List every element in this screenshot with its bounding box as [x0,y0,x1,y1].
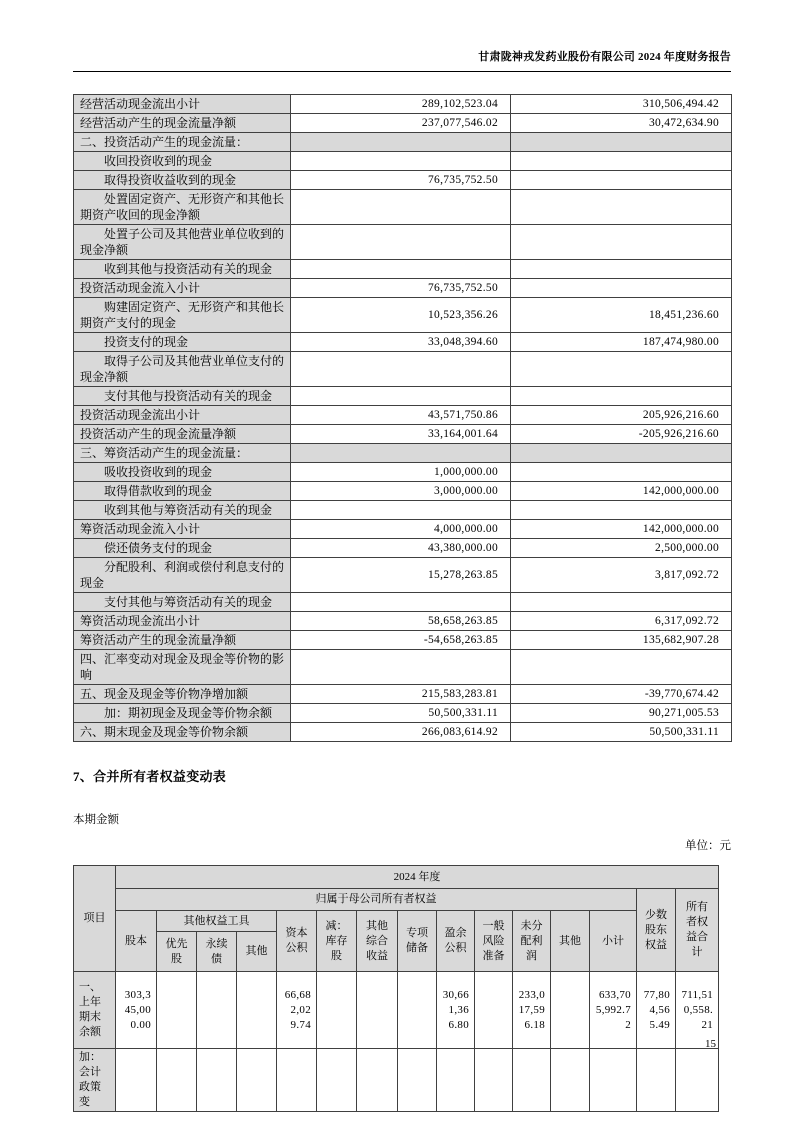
cash-flow-row [74,152,732,171]
cash-flow-current-value: 4,000,000.00 [291,520,511,539]
cash-flow-row-label: 取得借款收到的现金 [74,482,291,501]
cash-flow-prior-value: 310,506,494.42 [511,95,732,114]
equity-cell [475,1049,513,1112]
cash-flow-row-label: 二、投资活动产生的现金流量： [74,133,291,152]
cash-flow-prior-value: 90,271,005.53 [511,704,732,723]
cash-flow-row [74,558,732,593]
cash-flow-current-value [291,444,511,463]
cash-flow-current-value [291,225,511,260]
cash-flow-current-value: 50,500,331.11 [291,704,511,723]
cash-flow-row [74,260,732,279]
cash-flow-row-label: 取得子公司及其他营业单位支付的现金净额 [74,352,291,387]
cash-flow-prior-value [511,650,732,685]
equity-cell [317,972,357,1049]
cash-flow-row [74,114,732,133]
cash-flow-row-label: 处置固定资产、无形资产和其他长期资产收回的现金净额 [74,190,291,225]
cash-flow-current-value: 76,735,752.50 [291,279,511,298]
cash-flow-row [74,520,732,539]
equity-header-preferred: 优先股 [157,932,197,972]
equity-header-less-treasury: 减：库存股 [317,911,357,972]
cash-flow-prior-value [511,463,732,482]
cash-flow-table [73,94,732,742]
cash-flow-current-value: 215,583,283.81 [291,685,511,704]
cash-flow-row-label: 四、汇率变动对现金及现金等价物的影响 [74,650,291,685]
equity-cell [475,972,513,1049]
section-heading: 7、合并所有者权益变动表 [73,769,227,784]
cash-flow-row [74,723,732,742]
cash-flow-prior-value [511,152,732,171]
equity-header-row-1 [74,866,719,889]
cash-flow-prior-value: 205,926,216.60 [511,406,732,425]
equity-header-total: 所有者权益合计 [676,889,719,972]
equity-cell [357,1049,398,1112]
equity-row-label: 加：会计政策变 [74,1049,116,1112]
equity-header-year: 2024 年度 [116,866,719,889]
cash-flow-row-label: 加：期初现金及现金等价物余额 [74,704,291,723]
cash-flow-row-label: 支付其他与筹资活动有关的现金 [74,593,291,612]
cash-flow-row [74,333,732,352]
equity-header-share-capital: 股本 [116,911,157,972]
equity-cell [157,1049,197,1112]
cash-flow-row [74,425,732,444]
equity-body [74,972,719,1112]
cash-flow-row-label: 收到其他与筹资活动有关的现金 [74,501,291,520]
equity-cell [317,1049,357,1112]
equity-row [74,972,719,1049]
equity-header-row-3 [74,911,719,932]
cash-flow-current-value: 58,658,263.85 [291,612,511,631]
equity-cell: 77,804,565.49 [637,972,676,1049]
cash-flow-current-value [291,133,511,152]
cash-flow-row-label: 投资活动产生的现金流量净额 [74,425,291,444]
cash-flow-current-value: -54,658,263.85 [291,631,511,650]
cash-flow-row-label: 分配股利、利润或偿付利息支付的现金 [74,558,291,593]
period-label: 本期金额 [73,814,119,826]
equity-cell: 233,017,596.18 [513,972,551,1049]
cash-flow-row-label: 投资活动现金流出小计 [74,406,291,425]
cash-flow-current-value [291,387,511,406]
equity-cell [197,972,237,1049]
cash-flow-row [74,171,732,190]
cash-flow-row [74,406,732,425]
equity-header-other2: 其他 [551,911,590,972]
cash-flow-prior-value [511,593,732,612]
cash-flow-current-value: 3,000,000.00 [291,482,511,501]
page-number: 15 [705,1038,716,1050]
cash-flow-current-value [291,152,511,171]
cash-flow-row [74,190,732,225]
equity-cell [551,1049,590,1112]
cash-flow-row [74,133,732,152]
equity-row-label: 一、上年期末余额 [74,972,116,1049]
cash-flow-row [74,685,732,704]
equity-header-minority: 少数股东权益 [637,889,676,972]
cash-flow-current-value [291,501,511,520]
cash-flow-prior-value [511,225,732,260]
cash-flow-row-label: 投资支付的现金 [74,333,291,352]
equity-row [74,1049,719,1112]
cash-flow-current-value: 76,735,752.50 [291,171,511,190]
equity-header-subtotal: 小计 [590,911,637,972]
cash-flow-row [74,298,732,333]
cash-flow-row-label: 支付其他与投资活动有关的现金 [74,387,291,406]
cash-flow-prior-value: 187,474,980.00 [511,333,732,352]
cash-flow-current-value [291,352,511,387]
equity-cell: 66,682,029.74 [277,972,317,1049]
equity-cell [590,1049,637,1112]
cash-flow-current-value [291,260,511,279]
cash-flow-prior-value: 142,000,000.00 [511,482,732,501]
cash-flow-row-label: 六、期末现金及现金等价物余额 [74,723,291,742]
equity-header-row-2 [74,889,719,911]
equity-cell: 633,705,992.72 [590,972,637,1049]
unit-label: 单位：元 [685,840,731,852]
cash-flow-row-label: 筹资活动产生的现金流量净额 [74,631,291,650]
equity-cell [398,972,437,1049]
cash-flow-prior-value [511,279,732,298]
equity-cell [398,1049,437,1112]
cash-flow-prior-value [511,352,732,387]
cash-flow-prior-value: 135,682,907.28 [511,631,732,650]
cash-flow-row-label: 筹资活动现金流出小计 [74,612,291,631]
cash-flow-current-value: 15,278,263.85 [291,558,511,593]
cash-flow-prior-value: 18,451,236.60 [511,298,732,333]
report-title: 甘肃陇神戎发药业股份有限公司 2024 年度财务报告 [478,51,731,63]
cash-flow-row [74,539,732,558]
cash-flow-prior-value [511,260,732,279]
equity-header-capital-reserve: 资本公积 [277,911,317,972]
cash-flow-current-value: 33,048,394.60 [291,333,511,352]
cash-flow-prior-value [511,501,732,520]
cash-flow-body [74,95,732,742]
equity-cell: 30,661,366.80 [437,972,475,1049]
cash-flow-current-value [291,650,511,685]
cash-flow-row-label: 购建固定资产、无形资产和其他长期资产支付的现金 [74,298,291,333]
equity-cell [116,1049,157,1112]
cash-flow-prior-value: -39,770,674.42 [511,685,732,704]
cash-flow-current-value: 266,083,614.92 [291,723,511,742]
cash-flow-current-value: 289,102,523.04 [291,95,511,114]
equity-table [73,865,719,1112]
cash-flow-prior-value [511,387,732,406]
cash-flow-row [74,501,732,520]
equity-cell [513,1049,551,1112]
equity-header-special-reserve: 专项储备 [398,911,437,972]
cash-flow-row-label: 经营活动现金流出小计 [74,95,291,114]
equity-cell [237,972,277,1049]
cash-flow-prior-value [511,133,732,152]
cash-flow-row [74,631,732,650]
cash-flow-current-value: 43,571,750.86 [291,406,511,425]
equity-cell [157,972,197,1049]
cash-flow-prior-value: 142,000,000.00 [511,520,732,539]
equity-header-parent-group: 归属于母公司所有者权益 [116,889,637,911]
cash-flow-row [74,463,732,482]
equity-header-undistributed: 未分配利润 [513,911,551,972]
cash-flow-row [74,279,732,298]
cash-flow-row [74,612,732,631]
equity-header-oci: 其他综合收益 [357,911,398,972]
equity-cell [277,1049,317,1112]
equity-header-general-risk: 一般风险准备 [475,911,513,972]
equity-cell [437,1049,475,1112]
cash-flow-current-value: 33,164,001.64 [291,425,511,444]
cash-flow-prior-value: -205,926,216.60 [511,425,732,444]
cash-flow-row-label: 经营活动产生的现金流量净额 [74,114,291,133]
cash-flow-row-label: 取得投资收益收到的现金 [74,171,291,190]
equity-cell [637,1049,676,1112]
cash-flow-row [74,593,732,612]
cash-flow-row [74,225,732,260]
cash-flow-prior-value [511,444,732,463]
cash-flow-row [74,95,732,114]
cash-flow-prior-value: 50,500,331.11 [511,723,732,742]
cash-flow-row [74,482,732,501]
equity-cell [197,1049,237,1112]
equity-header-perpetual: 永续债 [197,932,237,972]
equity-cell: 303,345,000.00 [116,972,157,1049]
equity-header-other1: 其他 [237,932,277,972]
cash-flow-current-value [291,593,511,612]
cash-flow-prior-value: 30,472,634.90 [511,114,732,133]
cash-flow-prior-value: 3,817,092.72 [511,558,732,593]
equity-cell: 711,510,558.21 [676,972,719,1049]
cash-flow-prior-value: 2,500,000.00 [511,539,732,558]
equity-cell [551,972,590,1049]
cash-flow-current-value: 43,380,000.00 [291,539,511,558]
equity-header-item: 项目 [74,866,116,972]
equity-header-other-equity-group: 其他权益工具 [157,911,277,932]
cash-flow-row [74,387,732,406]
equity-cell [676,1049,719,1112]
cash-flow-prior-value [511,171,732,190]
cash-flow-row-label: 三、筹资活动产生的现金流量： [74,444,291,463]
cash-flow-current-value: 10,523,356.26 [291,298,511,333]
cash-flow-row-label: 收到其他与投资活动有关的现金 [74,260,291,279]
cash-flow-row-label: 处置子公司及其他营业单位收到的现金净额 [74,225,291,260]
cash-flow-row-label: 投资活动现金流入小计 [74,279,291,298]
cash-flow-prior-value: 6,317,092.72 [511,612,732,631]
cash-flow-row-label: 五、现金及现金等价物净增加额 [74,685,291,704]
cash-flow-row [74,650,732,685]
cash-flow-row-label: 收回投资收到的现金 [74,152,291,171]
cash-flow-current-value: 237,077,546.02 [291,114,511,133]
cash-flow-row-label: 吸收投资收到的现金 [74,463,291,482]
cash-flow-current-value: 1,000,000.00 [291,463,511,482]
cash-flow-row-label: 筹资活动现金流入小计 [74,520,291,539]
cash-flow-row [74,352,732,387]
cash-flow-current-value [291,190,511,225]
equity-cell [357,972,398,1049]
cash-flow-row-label: 偿还债务支付的现金 [74,539,291,558]
cash-flow-row [74,704,732,723]
cash-flow-prior-value [511,190,732,225]
equity-header-surplus-reserve: 盈余公积 [437,911,475,972]
cash-flow-row [74,444,732,463]
document-header [73,48,731,72]
equity-cell [237,1049,277,1112]
